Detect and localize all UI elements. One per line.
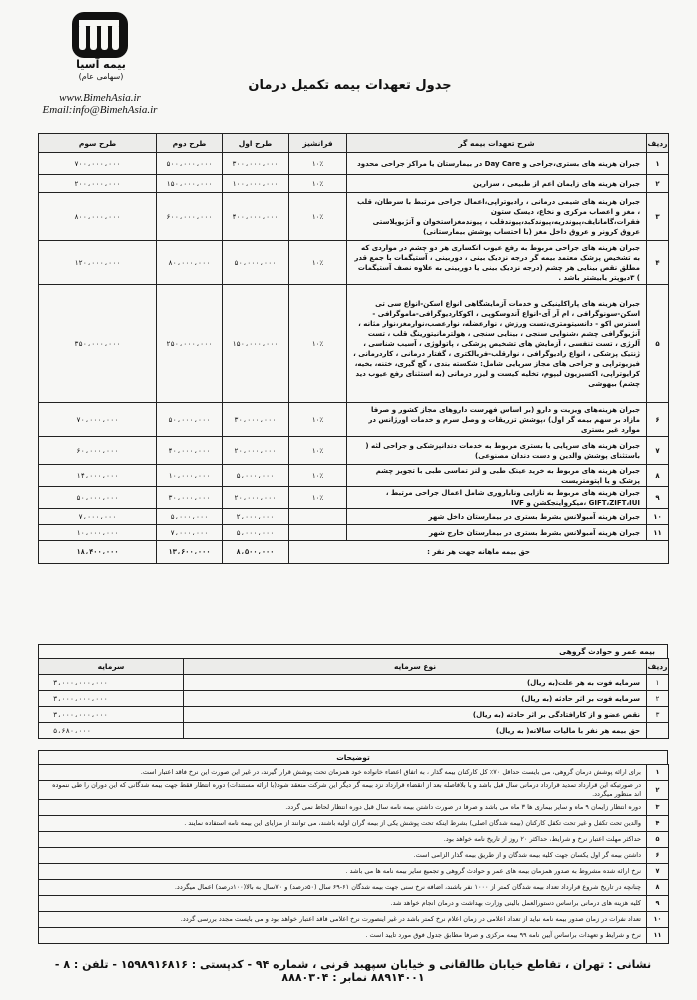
benefit-plan-2: ۵،۰۰۰،۰۰۰ — [157, 509, 223, 525]
benefit-plan-2: ۵۰،۰۰۰،۰۰۰ — [157, 403, 223, 437]
benefit-row-number: ۱۱ — [647, 525, 669, 541]
benefit-plan-3: ۳۵۰،۰۰۰،۰۰۰ — [39, 285, 157, 403]
benefit-plan-2: ۶۰۰،۰۰۰،۰۰۰ — [157, 193, 223, 241]
benefit-plan-1: ۵،۰۰۰،۰۰۰ — [223, 525, 289, 541]
benefit-row — [39, 465, 669, 487]
benefit-row-number: ۱۰ — [647, 509, 669, 525]
benefit-plan-1: ۱۵۰،۰۰۰،۰۰۰ — [223, 285, 289, 403]
note-text: والدین تحت تکفل و غیر تحت تکفل کارکنان (بیمه شدگان اصلی) بشرط اینکه تحت پوشش یکی از بیمه گران اولیه باشند، می توانند از مزایای این بیمه نامه استفاده نمایند . — [39, 816, 647, 832]
note-number: ۷ — [647, 864, 669, 880]
benefit-description: جبران هزینه های شیمی درمانی ، رادیوتراپی،اعمال جراحی مرتبط با سرطان، قلب ، مغز و اعصاب مرکزی و نخاع، دیسک ستون فقرات،گامانایف،پیوندریه،پیوندکبد،پیوندقلب ، پیوندمغزاستخوان و آنژیوپلاستی عروق کرونر و عروق داخل مغز (با احتساب پوشش بیمارستانی) — [347, 193, 647, 241]
page-title: جدول تعهدات بیمه تکمیل درمان — [248, 78, 452, 93]
benefit-franchise: ۱۰٪ — [289, 285, 347, 403]
benefits-table — [38, 133, 669, 564]
benefit-row-number: ۹ — [647, 487, 669, 509]
brand-subtitle: (سهامی عام) — [78, 72, 124, 81]
note-number: ۶ — [647, 848, 669, 864]
life-total-value: ۵،۶۸۰،۰۰۰ — [39, 723, 184, 739]
website-link[interactable]: www.BimehAsia.ir — [59, 92, 141, 104]
note-row — [39, 800, 669, 816]
benefit-franchise: ۱۰٪ — [289, 465, 347, 487]
note-number: ۲ — [647, 781, 669, 800]
benefit-description: جبران هزینه های سرپایی یا بستری مربوط به خدمات دندانپزشکی و جراحی لثه ( باستثنای پوشش والدین و دست دندان مصنوعی) — [347, 437, 647, 465]
benefit-row-number: ۳ — [647, 193, 669, 241]
note-text: در صورتیکه این قرارداد تمدید قرارداد درمانی سال قبل باشد و یا بلافاصله بعد از انقضاء قرارداد نزد بیمه گر دیگر این شرکت منعقد شود(با ارائه مستندات) دوره انتظار فقط جهت بیمه شدگانی که این دوران را طی ننموده اند منظور میگردد. — [39, 781, 647, 800]
life-section-title: بیمه عمر و حوادث گروهی — [38, 644, 668, 658]
benefit-row-number: ۵ — [647, 285, 669, 403]
benefit-franchise: ۱۰٪ — [289, 403, 347, 437]
benefit-franchise: ۱۰٪ — [289, 153, 347, 175]
life-total-row — [39, 723, 669, 739]
brand-name: بیمه آسیا — [76, 58, 126, 71]
life-capital: ۳،۰۰۰،۰۰۰،۰۰۰ — [39, 707, 184, 723]
benefit-plan-3: ۷۰۰،۰۰۰،۰۰۰ — [39, 153, 157, 175]
life-header-row — [39, 659, 669, 675]
benefit-row — [39, 437, 669, 465]
email-link[interactable]: Email:info@BimehAsia.ir — [42, 104, 158, 116]
benefit-plan-2: ۷،۰۰۰،۰۰۰ — [157, 525, 223, 541]
benefit-plan-3: ۷۰،۰۰۰،۰۰۰ — [39, 403, 157, 437]
premium-total-label: حق بیمه ماهانه جهت هر نفر : — [289, 541, 669, 564]
note-row — [39, 912, 669, 928]
footer-address: نشانی : تهران ، تقاطع خیابان طالقانی و خیابان سپهبد قرنی ، شماره ۹۴ - کدپستی : ۱۵۹۸۹۱۶۸۱۶ - تلفن : ۸ - ۸۸۹۱۴۰۰۱ نمابر : ۸۸۸۰۳۰۴ — [54, 958, 652, 984]
header-row-number: ردیف — [647, 134, 669, 153]
notes-title: توضیحات — [38, 750, 668, 764]
benefit-franchise — [289, 509, 347, 525]
benefit-plan-1: ۴۰۰،۰۰۰،۰۰۰ — [223, 193, 289, 241]
note-row — [39, 816, 669, 832]
life-capital: ۳،۰۰۰،۰۰۰،۰۰۰ — [39, 691, 184, 707]
benefit-plan-1: ۱۰۰،۰۰۰،۰۰۰ — [223, 175, 289, 193]
life-row — [39, 675, 669, 691]
life-row-number: ۳ — [647, 707, 669, 723]
brand-logo — [70, 10, 130, 60]
benefit-franchise: ۱۰٪ — [289, 193, 347, 241]
benefit-description: جبران هزینه های پاراکلینیکی و خدمات آزمایشگاهی انواع اسکن-انواع سی تی اسکن-سونوگرافی ، ام آر آی-انواع آندوسکوپی ، اکوکاردیوگرافی-ماموگرافی - استرس اکو - دانسیتومتری،تست ورزش ، نوارعضله، نوارعصب،نوارمغز،نوار مثانه ، آنژیوگرافی چشم ،شنوایی سنجی ، بینایی سنجی ، هولترمانیتورینگ قلب ، تست آلرژی ، تست تنفسی ، آزمایش های تشخیص پزشکی ، پاتولوژی ، آسیب شناسی ، ژنتیک پزشکی ، انواع رادیوگرافی ، نوارقلب-فریالکتری ، گفتار درمانی ، کاردرمانی ، فیزیوتراپی و جراحی های مجاز سرپایی شامل: شکسته بندی ، گچ گیری، ختنه، بخیه، کرایوتراپی، اکسیزیون لیپوم، تخلیه کیست و لیزر درمانی (به استثنای رفع عیوب دید چشم) بیهوشی — [347, 285, 647, 403]
benefit-row-number: ۷ — [647, 437, 669, 465]
premium-plan-3: ۱۸،۴۰۰،۰۰۰ — [39, 541, 157, 564]
benefit-description: جبران هزینه‌های ویزیت و دارو (بر اساس فهرست داروهای مجاز کشور و صرفا مازاد بر سهم بیمه گر اول) ،پوشش تزریقات و وصل سرم و خدمات اورژانس در موارد غیر بستری — [347, 403, 647, 437]
life-row — [39, 707, 669, 723]
notes-table — [38, 764, 669, 944]
benefit-row — [39, 487, 669, 509]
benefit-description: جبران هزینه آمبولانس بشرط بستری در بیمارستان خارج شهر — [347, 525, 647, 541]
benefit-plan-1: ۵۰،۰۰۰،۰۰۰ — [223, 241, 289, 285]
benefit-plan-3: ۲۰۰،۰۰۰،۰۰۰ — [39, 175, 157, 193]
benefit-row — [39, 193, 669, 241]
life-table — [38, 658, 669, 739]
benefit-row — [39, 525, 669, 541]
benefit-description: جبران هزینه های بستری،جراحی و Day Care در بیمارستان یا مراکز جراحی محدود — [347, 153, 647, 175]
life-total-label: حق بیمه هر نفر با مالیات سالانه( به ریال) — [184, 723, 647, 739]
life-header-capital: سرمایه — [39, 659, 184, 675]
logo-mark-icon — [70, 10, 130, 60]
note-row — [39, 832, 669, 848]
benefit-plan-1: ۳۰،۰۰۰،۰۰۰ — [223, 403, 289, 437]
premium-plan-1: ۸،۵۰۰،۰۰۰ — [223, 541, 289, 564]
note-row — [39, 864, 669, 880]
benefit-description: جبران هزینه آمبولانس بشرط بستری در بیمارستان داخل شهر — [347, 509, 647, 525]
header-description: شرح تعهدات بیمه گر — [347, 134, 647, 153]
note-text: کلیه هزینه های درمانی براساس دستورالعمل بالینی وزارت بهداشت و درمان انجام خواهد شد. — [39, 896, 647, 912]
note-number: ۹ — [647, 896, 669, 912]
benefit-row — [39, 285, 669, 403]
note-number: ۵ — [647, 832, 669, 848]
benefit-plan-2: ۱۵۰،۰۰۰،۰۰۰ — [157, 175, 223, 193]
header-franchise: فرانشیز — [289, 134, 347, 153]
benefit-plan-1: ۲،۰۰۰،۰۰۰ — [223, 509, 289, 525]
note-row — [39, 781, 669, 800]
note-text: برای ارائه پوشش درمان گروهی، می بایست حداقل ۷۰٪ کل کارکنان بیمه گذار ، به اتفاق اعضاء خانواده خود همزمان تحت پوشش قرار گیرند، در غیر این صورت این نرخ فاقد اعتبار است. — [39, 765, 647, 781]
note-text: دوره انتظار زایمان ۹ ماه و سایر بیماری ها ۳ ماه می باشد و صرفا در صورت داشتن بیمه نامه سال قبل دوره انتظار لحاظ نمی گردد. — [39, 800, 647, 816]
benefit-plan-1: ۲۰،۰۰۰،۰۰۰ — [223, 487, 289, 509]
note-number: ۱ — [647, 765, 669, 781]
note-text: چنانچه در تاریخ شروع قرارداد تعداد بیمه شدگان کمتر از ۱۰۰۰ نفر باشند، اضافه نرخ سنی جهت بیمه شدگان ۶۱-۶۹ سال (۵۰درصد) و ۷۰سال به بالا(۱۰۰درصد) اعمال میگردد. — [39, 880, 647, 896]
benefit-description: جبران هزینه های زایمان اعم از طبیعی ، سزارین — [347, 175, 647, 193]
contact-block — [40, 92, 160, 116]
benefit-description: جبران هزینه های مربوط به نازایی وناباروری شامل اعمال جراحی مرتبط ، GIFT،ZIFT،IUI ،میکرواینجکشن و IVF — [347, 487, 647, 509]
note-row — [39, 880, 669, 896]
benefit-plan-1: ۳۰۰،۰۰۰،۰۰۰ — [223, 153, 289, 175]
benefit-plan-3: ۱۰،۰۰۰،۰۰۰ — [39, 525, 157, 541]
benefit-row — [39, 175, 669, 193]
benefit-plan-2: ۳۰،۰۰۰،۰۰۰ — [157, 487, 223, 509]
note-text: نرخ و شرایط و تعهدات براساس آیین نامه ۹۹ بیمه مرکزی و صرفا مطابق جدول فوق مورد تایید است . — [39, 928, 647, 944]
benefit-row — [39, 509, 669, 525]
benefit-row-number: ۴ — [647, 241, 669, 285]
note-row — [39, 765, 669, 781]
note-number: ۸ — [647, 880, 669, 896]
note-text: حداکثر مهلت اعتبار نرخ و شرایط، حداکثر ۲۰ روز از تاریخ نامه خواهد بود. — [39, 832, 647, 848]
benefit-franchise: ۱۰٪ — [289, 175, 347, 193]
benefit-plan-2: ۸۰،۰۰۰،۰۰۰ — [157, 241, 223, 285]
benefit-plan-3: ۱۲۰،۰۰۰،۰۰۰ — [39, 241, 157, 285]
note-row — [39, 928, 669, 944]
benefit-franchise: ۱۰٪ — [289, 241, 347, 285]
benefit-plan-1: ۵،۰۰۰،۰۰۰ — [223, 465, 289, 487]
life-description: سرمایه فوت به هر علت(به ریال) — [184, 675, 647, 691]
life-header-type: نوع سرمایه — [184, 659, 647, 675]
life-row-number: ۲ — [647, 691, 669, 707]
life-header-row-number: ردیف — [647, 659, 669, 675]
note-number: ۳ — [647, 800, 669, 816]
benefit-franchise: ۱۰٪ — [289, 437, 347, 465]
benefit-row-number: ۱ — [647, 153, 669, 175]
life-capital: ۳،۰۰۰،۰۰۰،۰۰۰ — [39, 675, 184, 691]
note-row — [39, 896, 669, 912]
benefit-row — [39, 153, 669, 175]
premium-plan-2: ۱۳،۶۰۰،۰۰۰ — [157, 541, 223, 564]
benefit-row-number: ۶ — [647, 403, 669, 437]
benefit-row-number: ۸ — [647, 465, 669, 487]
benefit-plan-2: ۱۰،۰۰۰،۰۰۰ — [157, 465, 223, 487]
note-text: داشتن بیمه گر اول یکسان جهت کلیه بیمه شدگان و از طریق بیمه گذار الزامی است. — [39, 848, 647, 864]
header-plan-2: طرح دوم — [157, 134, 223, 153]
note-number: ۴ — [647, 816, 669, 832]
benefit-plan-2: ۴۰،۰۰۰،۰۰۰ — [157, 437, 223, 465]
benefit-description: جبران هزینه های مربوط به خرید عینک طبی و لنز تماسی طبی با تجویز چشم پزشک و یا اپتومتریست — [347, 465, 647, 487]
note-number: ۱۱ — [647, 928, 669, 944]
benefit-franchise — [289, 525, 347, 541]
note-row — [39, 848, 669, 864]
benefit-franchise: ۱۰٪ — [289, 487, 347, 509]
benefit-plan-3: ۷،۰۰۰،۰۰۰ — [39, 509, 157, 525]
benefit-plan-3: ۶۰،۰۰۰،۰۰۰ — [39, 437, 157, 465]
benefits-header-row — [39, 134, 669, 153]
premium-total-row — [39, 541, 669, 564]
benefit-plan-3: ۵۰،۰۰۰،۰۰۰ — [39, 487, 157, 509]
benefit-plan-2: ۵۰۰،۰۰۰،۰۰۰ — [157, 153, 223, 175]
life-row — [39, 691, 669, 707]
benefit-plan-1: ۲۰،۰۰۰،۰۰۰ — [223, 437, 289, 465]
note-text: نرخ ارائه شده مشروط به صدور همزمان بیمه های عمر و حوادث گروهی و تجمیع سایر بیمه نامه ها می باشد . — [39, 864, 647, 880]
life-row-number: ۱ — [647, 675, 669, 691]
note-text: تعداد نفرات در زمان صدور بیمه نامه نباید از تعداد اعلامی در زمان اعلام نرخ کمتر باشد در غیر اینصورت نرخ اعلامی فاقد اعتبار خواهد بود و می بایست مجدد بررسی گردد. — [39, 912, 647, 928]
life-description: نقص عضو و از کارافتادگی بر اثر حادثه (به ریال) — [184, 707, 647, 723]
benefit-plan-3: ۱۴،۰۰۰،۰۰۰ — [39, 465, 157, 487]
benefit-row — [39, 403, 669, 437]
life-description: سرمایه فوت بر اثر حادثه (به ریال) — [184, 691, 647, 707]
benefit-description: جبران هزینه های جراحی مربوط به رفع عیوب انکساری هر دو چشم در مواردی که به تشخیص پزشک معتمد بیمه گر درجه نزدیک بینی ، دوربینی ، آستیگمات با جمع قدر مطلق نقص بینایی هر چشم (درجه نزدیک بینی یا دوربینی به علاوه نصف آستیگمات ) ۳دیوپتر یابیشتر باشد . — [347, 241, 647, 285]
benefit-row — [39, 241, 669, 285]
header-plan-1: طرح اول — [223, 134, 289, 153]
benefit-plan-3: ۸۰۰،۰۰۰،۰۰۰ — [39, 193, 157, 241]
benefit-plan-2: ۲۵۰،۰۰۰،۰۰۰ — [157, 285, 223, 403]
benefit-row-number: ۲ — [647, 175, 669, 193]
header-plan-3: طرح سوم — [39, 134, 157, 153]
note-number: ۱۰ — [647, 912, 669, 928]
